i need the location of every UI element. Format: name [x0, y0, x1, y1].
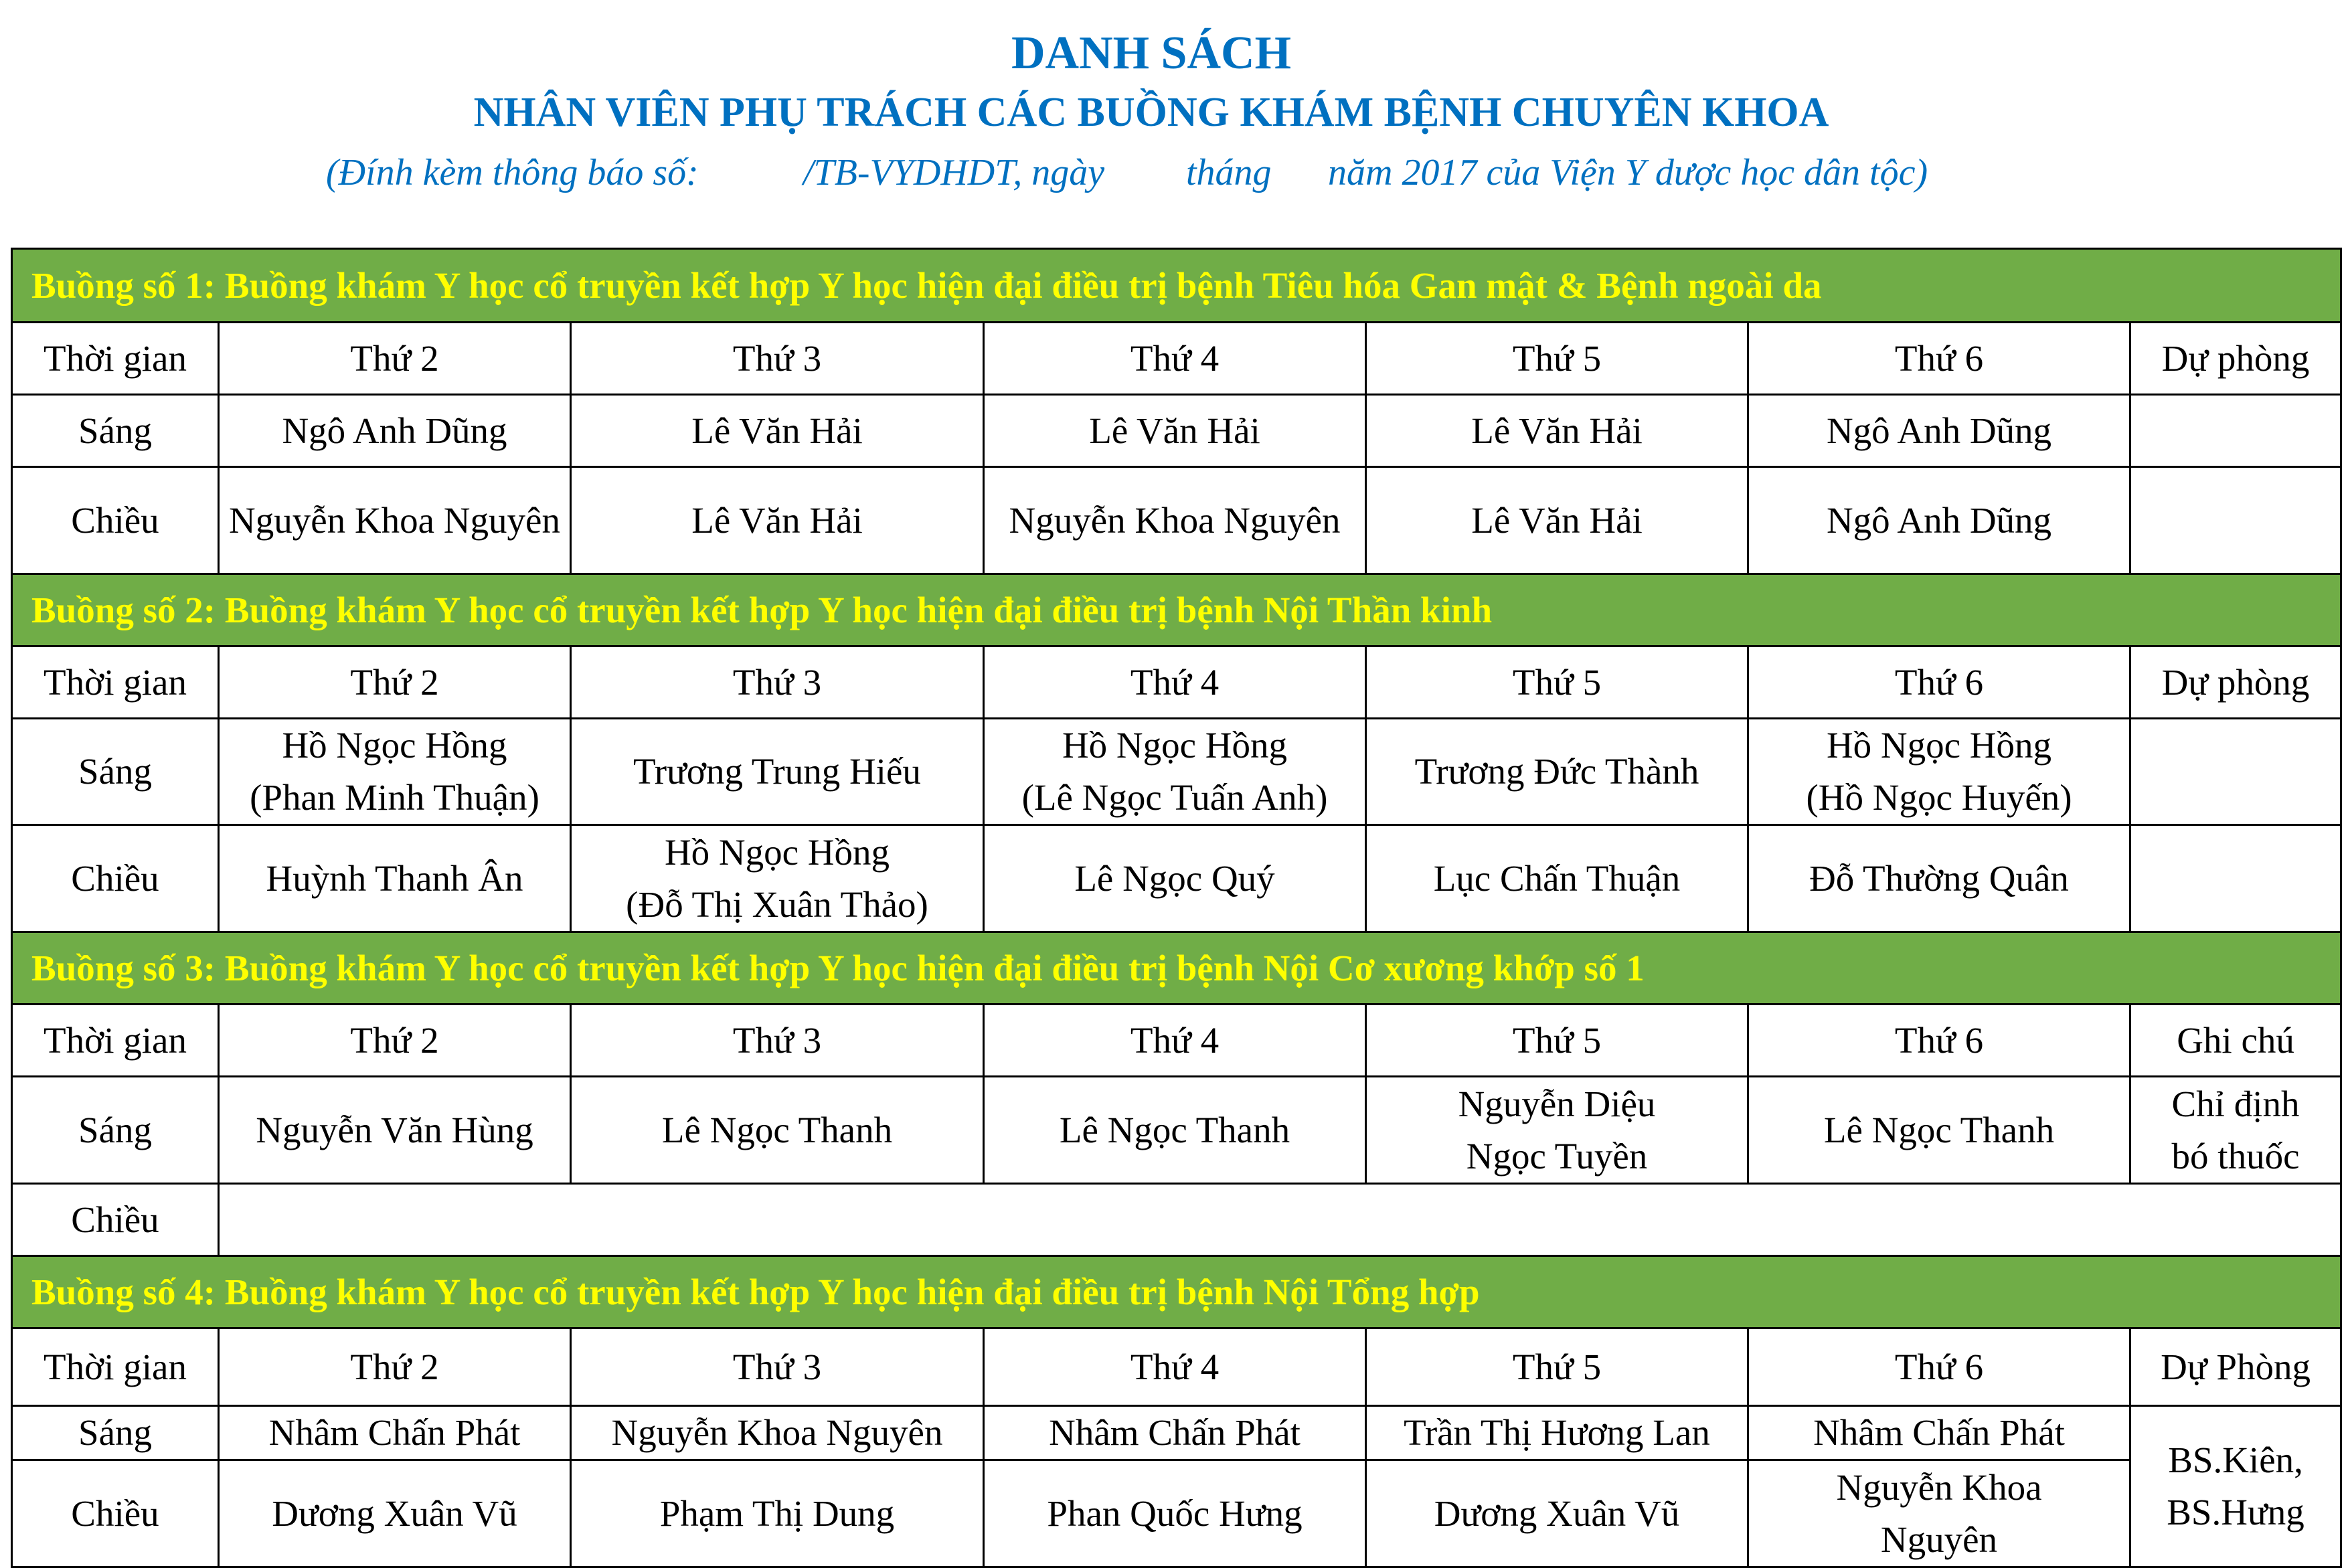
header-cell: Thứ 6: [1748, 323, 2130, 395]
table-cell: Nguyễn Văn Hùng: [219, 1077, 571, 1184]
note-part-2: /TB-VYDHDT, ngày: [803, 152, 1105, 193]
header-cell: Thứ 2: [219, 1328, 571, 1406]
header-cell: Thứ 4: [984, 1328, 1366, 1406]
table-cell: Nguyễn Khoa Nguyên: [571, 1406, 984, 1460]
table-cell: Nhâm Chấn Phát: [1748, 1406, 2130, 1460]
room-3-header-row: [12, 1005, 2341, 1077]
table-cell: Hồ Ngọc Hồng (Lê Ngọc Tuấn Anh): [984, 719, 1366, 825]
empty-cell: [219, 1184, 2341, 1256]
room-3-title: Buồng số 3: Buồng khám Y học cổ truyền kết hợp Y học hiện đại điều trị bệnh Nội Cơ xương khớp số 1: [12, 932, 2341, 1005]
schedule-table: [11, 248, 2342, 1568]
table-cell: Chiều: [12, 1184, 219, 1256]
table-cell: Ngô Anh Dũng: [1748, 467, 2130, 574]
note-part-4: năm 2017 của Viện Y dược học dân tộc): [1328, 152, 1928, 193]
table-cell: Lê Ngọc Thanh: [984, 1077, 1366, 1184]
table-cell: Hồ Ngọc Hồng (Hồ Ngọc Huyến): [1748, 719, 2130, 825]
room-2-heading: [12, 574, 2341, 646]
room-4-afternoon-row: [12, 1460, 2341, 1567]
header-cell: Dự phòng: [2130, 646, 2341, 719]
header-cell: Thời gian: [12, 646, 219, 719]
room-3-afternoon-row: [12, 1184, 2341, 1256]
table-cell: Trương Trung Hiếu: [571, 719, 984, 825]
header-cell: Thời gian: [12, 1328, 219, 1406]
table-cell: Ngô Anh Dũng: [219, 395, 571, 467]
table-cell: Nguyễn Khoa Nguyên: [984, 467, 1366, 574]
table-cell: Chiều: [12, 825, 219, 932]
header-cell: Thứ 5: [1366, 646, 1748, 719]
table-cell: [2130, 719, 2341, 825]
header-cell: Thứ 2: [219, 323, 571, 395]
header-cell: Thứ 4: [984, 323, 1366, 395]
table-cell: Lê Văn Hải: [1366, 395, 1748, 467]
room-2-title: Buồng số 2: Buồng khám Y học cổ truyền kết hợp Y học hiện đại điều trị bệnh Nội Thần kinh: [12, 574, 2341, 646]
header-cell: Thứ 5: [1366, 1328, 1748, 1406]
table-cell: Nguyễn Diệu Ngọc Tuyền: [1366, 1077, 1748, 1184]
table-cell: Sáng: [12, 1406, 219, 1460]
table-cell: Lê Ngọc Quý: [984, 825, 1366, 932]
room-3-heading: [12, 932, 2341, 1005]
table-cell: Lê Văn Hải: [984, 395, 1366, 467]
table-cell: Hồ Ngọc Hồng (Phan Minh Thuận): [219, 719, 571, 825]
room-2-header-row: [12, 646, 2341, 719]
table-cell: Hồ Ngọc Hồng (Đỗ Thị Xuân Thảo): [571, 825, 984, 932]
room-4-header-row: [12, 1328, 2341, 1406]
table-cell: Trần Thị Hương Lan: [1366, 1406, 1748, 1460]
table-cell: Sáng: [12, 395, 219, 467]
header-cell: Thời gian: [12, 323, 219, 395]
table-cell: Chiều: [12, 467, 219, 574]
table-cell: Lê Văn Hải: [571, 395, 984, 467]
room-4-title: Buồng số 4: Buồng khám Y học cổ truyền kết hợp Y học hiện đại điều trị bệnh Nội Tổng hợp: [12, 1256, 2341, 1328]
table-cell: Phạm Thị Dung: [571, 1460, 984, 1567]
table-cell: Nguyễn Khoa Nguyên: [219, 467, 571, 574]
header-cell: Dự Phòng: [2130, 1328, 2341, 1406]
table-cell: Sáng: [12, 719, 219, 825]
table-cell: Lê Văn Hải: [571, 467, 984, 574]
document-title: DANH SÁCH: [1011, 27, 1292, 79]
header-cell: Thứ 3: [571, 323, 984, 395]
header-cell: Thứ 6: [1748, 1005, 2130, 1077]
header-cell: Thứ 3: [571, 646, 984, 719]
room-1-header-row: [12, 323, 2341, 395]
header-cell: Dự phòng: [2130, 323, 2341, 395]
room-3-morning-row: [12, 1077, 2341, 1184]
table-cell: Phan Quốc Hưng: [984, 1460, 1366, 1567]
table-cell: Trương Đức Thành: [1366, 719, 1748, 825]
table-cell: [2130, 825, 2341, 932]
table-cell: Lê Ngọc Thanh: [571, 1077, 984, 1184]
header-cell: Thứ 2: [219, 646, 571, 719]
table-cell: Lê Văn Hải: [1366, 467, 1748, 574]
table-cell: Nguyễn Khoa Nguyên: [1748, 1460, 2130, 1567]
document-subtitle: NHÂN VIÊN PHỤ TRÁCH CÁC BUỒNG KHÁM BỆNH CHUYÊN KHOA: [473, 90, 1829, 135]
header-cell: Thứ 6: [1748, 646, 2130, 719]
table-cell: Lục Chấn Thuận: [1366, 825, 1748, 932]
header-cell: Thứ 3: [571, 1005, 984, 1077]
table-cell: Huỳnh Thanh Ân: [219, 825, 571, 932]
room-2-afternoon-row: [12, 825, 2341, 932]
header-cell: Thứ 6: [1748, 1328, 2130, 1406]
header-cell: Thời gian: [12, 1005, 219, 1077]
reserve-cell: BS.Kiên, BS.Hưng: [2130, 1406, 2341, 1567]
header-cell: Thứ 2: [219, 1005, 571, 1077]
room-1-heading: [12, 249, 2341, 323]
table-cell: Nhâm Chấn Phát: [219, 1406, 571, 1460]
table-cell: Đỗ Thường Quân: [1748, 825, 2130, 932]
table-cell: [2130, 395, 2341, 467]
table-cell: Sáng: [12, 1077, 219, 1184]
room-4-morning-row: [12, 1406, 2341, 1460]
table-cell: [2130, 467, 2341, 574]
note-part-1: (Đính kèm thông báo số:: [326, 152, 699, 193]
room-1-morning-row: [12, 395, 2341, 467]
table-cell: Lê Ngọc Thanh: [1748, 1077, 2130, 1184]
table-cell: Chỉ định bó thuốc: [2130, 1077, 2341, 1184]
header-cell: Thứ 5: [1366, 323, 1748, 395]
note-part-3: tháng: [1186, 152, 1272, 193]
room-1-afternoon-row: [12, 467, 2341, 574]
table-cell: Chiều: [12, 1460, 219, 1567]
table-cell: Dương Xuân Vũ: [219, 1460, 571, 1567]
document-note: [0, 146, 2302, 199]
room-1-title: Buồng số 1: Buồng khám Y học cổ truyền kết hợp Y học hiện đại điều trị bệnh Tiêu hóa Gan mật & Bệnh ngoài da: [12, 249, 2341, 323]
table-cell: Ngô Anh Dũng: [1748, 395, 2130, 467]
header-cell: Thứ 5: [1366, 1005, 1748, 1077]
header-cell: Thứ 3: [571, 1328, 984, 1406]
header-cell: Thứ 4: [984, 646, 1366, 719]
table-cell: Dương Xuân Vũ: [1366, 1460, 1748, 1567]
table-cell: Nhâm Chấn Phát: [984, 1406, 1366, 1460]
header-cell: Thứ 4: [984, 1005, 1366, 1077]
room-4-heading: [12, 1256, 2341, 1328]
room-2-morning-row: [12, 719, 2341, 825]
header-cell: Ghi chú: [2130, 1005, 2341, 1077]
